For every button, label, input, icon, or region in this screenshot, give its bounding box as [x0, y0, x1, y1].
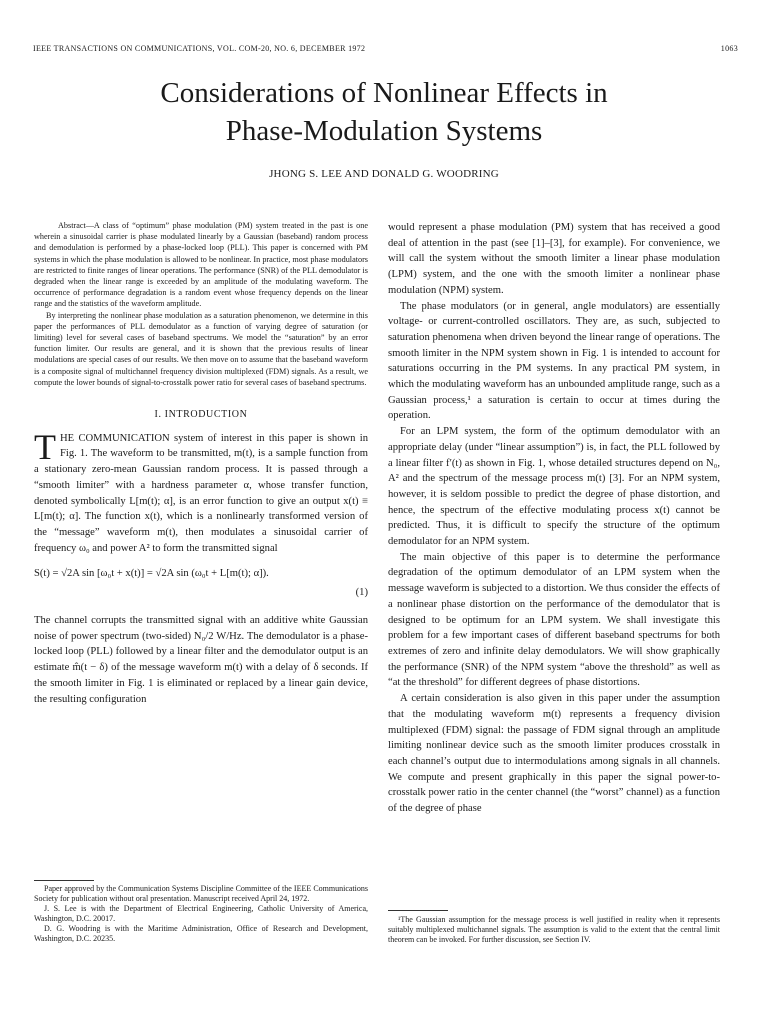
equation-1: S(t) = √2A sin [ω₀t + x(t)] = √2A sin (ω₀t + L[m(t); α]). — [34, 568, 269, 580]
abstract-paragraph-2: By interpreting the nonlinear phase modulation as a saturation phenomenon, we determine in this paper the performances of PLL demodulator as a function of varying degree of saturation (or limiting) level for several cases of baseband spectrums. We model the “saturation” by an error function limiter. Our results are general, and it is shown that the previous results of linear modulations are special cases of our results. We then move on to assume that the baseband waveform is a composite signal of multichannel frequency division multiplexed (FDM) signals. As a result, we compute the lower bounds of signal-to-crosstalk power ratio for several cases of baseband spectrums. — [34, 310, 368, 387]
approval-footnotes — [34, 884, 368, 944]
drop-cap: T — [34, 426, 56, 467]
intro-paragraph-1-text: HE COMMUNICATION system of interest in this paper is shown in Fig. 1. The waveform to be transmitted, m(t), is a sample function from a stationary zero-mean Gaussian random process. It is passed through a “smooth limiter” with a hardness parameter α, whose transfer function, denoted symbolically L[m(t); α], is an error function to give an output x(t) ≡ L[m(t); α]. The function x(t), which is a nonlinearly transformed version of the “message” waveform m(t), then modulates a sinusoidal carrier of frequency ω₀ and power A² to form the transmitted signal — [34, 432, 368, 554]
right-paragraph-4: The main objective of this paper is to determine the performance degradation of the optimum demodulator of an LPM system when the message waveform is subjected to a distortion. We thus consider the effects of a nonlinear phase distortion on the performance of the demodulator that is designed to be optimum for an LPM system. We shall investigate this problem for a few important cases of different baseband spectrums for both extremes of zero and infinite delay demodulators. We will show graphically the performance (SNR) of the NPM system “above the threshold” as well as “at the threshold” for different degrees of phase distortions. — [388, 551, 720, 689]
journal-citation: IEEE TRANSACTIONS ON COMMUNICATIONS, VOL. COM-20, NO. 6, DECEMBER 1972 — [33, 44, 366, 53]
abstract — [34, 220, 368, 388]
author-list: JHONG S. LEE AND DONALD G. WOODRING — [269, 168, 499, 180]
right-paragraph-3: For an LPM system, the form of the optimum demodulator with an appropriate delay (under “linear assumption”) is, in fact, the PLL followed by a linear filter f′(t) as shown in Fig. 1, whose detailed structures depend on N₀, A² and the spectrum of the message process m(t) [3]. For an NPM system, however, it is seldom possible to predict the degree of phase distortion, and hence, the spectrum of the effective modulating process x(t) cannot be predicted. Thus, it is difficult to specify the structure of the optimum demodulator for an NPM system. — [388, 426, 720, 548]
approval-note: Paper approved by the Communication Systems Discipline Committee of the IEEE Communications Society for publication without oral presentation. Manuscript received April 24, 1972. — [34, 884, 368, 903]
intro-paragraph-1 — [34, 426, 368, 557]
woodring-affiliation: D. G. Woodring is with the Maritime Administration, Office of Research and Development, Washington, D.C. 20235. — [34, 924, 368, 943]
introduction-body — [34, 426, 368, 708]
running-header — [33, 44, 738, 53]
footnote-divider — [34, 880, 94, 881]
title-line-2: Phase-Modulation Systems — [225, 115, 543, 147]
footnote-1: ¹The Gaussian assumption for the message process is well justified in reality when it represents suitably multiplexed multichannel signals. The assumption is valid to the extent that the central limit theorem can be invoked. For further discussion, see Section IV. — [388, 915, 720, 944]
title-line-1: Considerations of Nonlinear Effects in — [160, 77, 608, 109]
abstract-paragraph-1: Abstract—A class of “optimum” phase modulation (PM) system treated in the past is one wherein a sinusoidal carrier is phase modulated linearly by a Gaussian (baseband) random process and demodulation is performed by a phase-locked loop (PLL). This paper is concerned with PM systems in which the phase modulation is allowed to be nonlinear. In practice, most phase modulators are restricted to finite ranges of linear operations. The performance (SNR) of the PLL demodulator is degraded when the linear range is exceeded by an amplitude of the modulating waveform. The occurrence of performance degradation is a random event whose frequency depends on the linear range and the statistics of the waveform amplitude. — [34, 221, 368, 309]
page-number: 1063 — [720, 44, 738, 53]
right-paragraph-5: A certain consideration is also given in this paper under the assumption that the modulating waveform m(t) represents a frequency division multiplexed (FDM) signal: the passage of FDM signal through an amplitude limiting nonlinear device such as the smooth limiter produces crosstalk in each channel’s output due to intermodulations among signals in all channels. We compute and present graphically in this paper the signal power-to-crosstalk power ratio in the center channel (the “worst” channel) as a function of the degree of phase — [388, 693, 720, 815]
equation-number: (1) — [355, 587, 368, 599]
right-column — [388, 220, 720, 817]
section-heading: I. INTRODUCTION — [154, 409, 248, 421]
intro-paragraph-2: The channel corrupts the transmitted signal with an additive white Gaussian noise of power spectrum (two-sided) N₀/2 W/Hz. The demodulator is a phase-locked loop (PLL) followed by a linear filter and the demodulator output is an estimate m̂(t − δ) of the message waveform m(t) with a delay of δ seconds. If the smooth limiter in Fig. 1 is eliminated or replaced by a linear gain device, the resulting configuration — [34, 615, 368, 705]
paper-title — [60, 74, 708, 150]
footnote-divider-right — [388, 910, 448, 911]
right-paragraph-2: The phase modulators (or in general, angle modulators) are essentially voltage- or current-controlled oscillators. They are, as such, subjected to saturation phenomena when driven beyond the linear range of operations. The smooth limiter in the NPM system shown in Fig. 1 is intended to account for saturations occurring in the PM systems. In any practical PM system, in which the modulating waveform has an unbounded amplitude range, such as a Gaussian process,¹ a saturation is certain to occur at times during the operation. — [388, 300, 720, 422]
lee-affiliation: J. S. Lee is with the Department of Electrical Engineering, Catholic University of America, Washington, D.C. 20017. — [34, 904, 368, 923]
left-column — [34, 220, 368, 707]
right-paragraph-1: would represent a phase modulation (PM) system that has received a good deal of attention in the past (see [1]–[3], for example). For convenience, we will call the system without the smooth limiter a linear phase modulation (LPM) system, and the one with the smooth limiter a nonlinear phase modulation (NPM) system. — [388, 222, 720, 296]
